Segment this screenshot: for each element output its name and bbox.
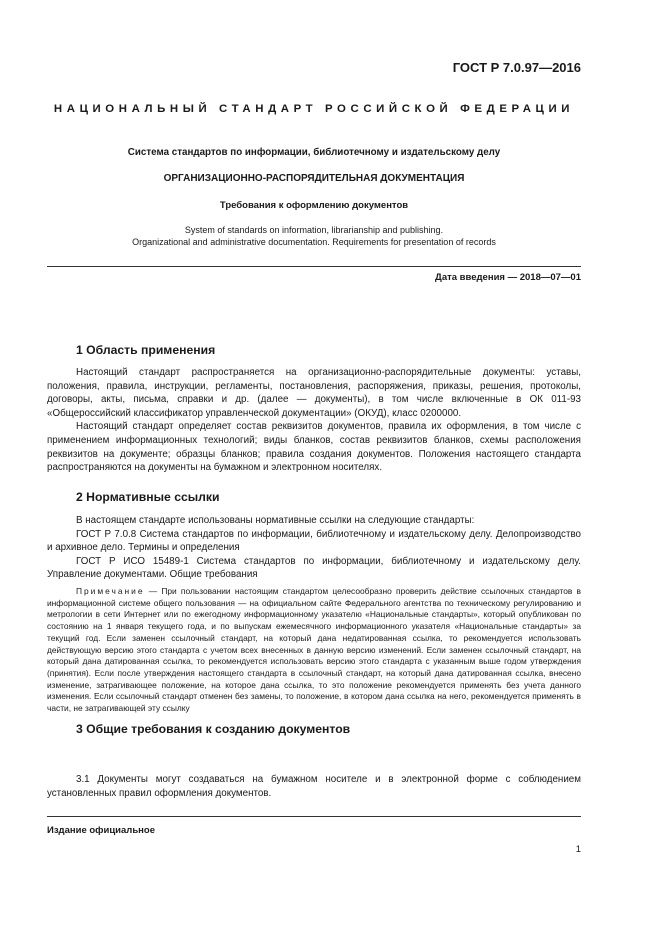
national-standard-banner: НАЦИОНАЛЬНЫЙ СТАНДАРТ РОССИЙСКОЙ ФЕДЕРАЦИИ <box>53 103 575 115</box>
english-title-line1: System of standards on information, librarianship and publishing. <box>184 225 444 235</box>
section-3-paragraph-1: 3.1 Документы могут создаваться на бумажном носителе и в электронной форме с соблюдением установленных правил оформления документов. <box>47 774 581 799</box>
section-2-note <box>47 586 581 715</box>
document-subtitle: Требования к оформлению документов <box>219 200 409 211</box>
footer-divider <box>47 816 581 817</box>
section-1-paragraph-1: Настоящий стандарт распространяется на организационно-распорядительные документы: уставы, положения, правила, инструкции, регламенты, постановления, распоряжения, приказы, решения, протоколы, договоры, акты, письма, справки и др. (далее — документы), в том числе включенные в ОК 011-93 «Общероссийский классификатор управленческой документации» (ОКУД), класс 0200000. <box>47 367 581 419</box>
introduction-date: Дата введения — 2018—07—01 <box>435 272 581 283</box>
section-1-paragraph-2: Настоящий стандарт определяет состав реквизитов документов, правила их оформления, в том числе с применением информационных технологий; виды бланков, состав реквизитов бланков, схемы расположения реквизитов на документе; образцы бланков; правила создания документов. Положения настоящего стандарта распространяются на документы на бумажном и электронном носителях. <box>47 421 581 474</box>
section-2-body <box>47 514 581 582</box>
edition-label: Издание официальное <box>47 825 155 836</box>
section-1-body <box>47 366 581 475</box>
note-text: — При пользовании настоящим стандартом целесообразно проверить действие ссылочных стандартов в информационной системе общего пользования — на официальном сайте Федерального агентства по техническому регулированию и метрологии в сети Интернет или по ежегодному информационному указателю «Национальные стандарты», который опубликован по состоянию на 1 января текущего года, и по выпускам ежемесячного информационного указателя «Национальные стандарты» за текущий год. Если заменен ссылочный стандарт, на который дана недатированная ссылка, то рекомендуется использовать действующую версию этого стандарта с учетом всех внесенных в данную версию изменений. Если заменен ссылочный стандарт, на который дана датированная ссылка, то рекомендуется использовать версию этого стандарта с указанным выше годом утверждения (принятия). Если после утверждения настоящего стандарта в ссылочный стандарт, на который дана датированная ссылка, внесено изменение, затрагивающее положение, на которое дана ссылка, то это положение рекомендуется применять без учета данного изменения. Если ссылочный стандарт отменен без замены, то положение, в котором дана ссылка на него, рекомендуется применять в части, не затрагивающей эту ссылку <box>47 586 581 714</box>
section-2-paragraph-1: В настоящем стандарте использованы нормативные ссылки на следующие стандарты: <box>76 515 475 526</box>
header-divider <box>47 266 581 267</box>
section-3-heading: 3 Общие требования к созданию документов <box>76 722 351 736</box>
document-title: ОРГАНИЗАЦИОННО-РАСПОРЯДИТЕЛЬНАЯ ДОКУМЕНТАЦИЯ <box>163 173 465 184</box>
page-number: 1 <box>575 844 581 855</box>
document-code: ГОСТ Р 7.0.97—2016 <box>452 60 581 75</box>
english-title-line2: Organizational and administrative documentation. Requirements for presentation of records <box>132 237 496 247</box>
series-title: Система стандартов по информации, библиотечному и издательскому делу <box>127 147 501 158</box>
section-3-body <box>47 773 581 800</box>
section-2-heading: 2 Нормативные ссылки <box>76 490 220 504</box>
section-2-paragraph-2: ГОСТ Р 7.0.8 Система стандартов по информации, библиотечному и издательскому делу. Делопроизводство и архивное дело. Термины и определения <box>47 528 581 554</box>
section-1-heading: 1 Область применения <box>76 343 216 357</box>
section-2-paragraph-3: ГОСТ Р ИСО 15489-1 Система стандартов по информации, библиотечному и издательскому делу. Управление документами. Общие требования <box>47 555 581 581</box>
note-label: Примечание <box>76 586 145 596</box>
